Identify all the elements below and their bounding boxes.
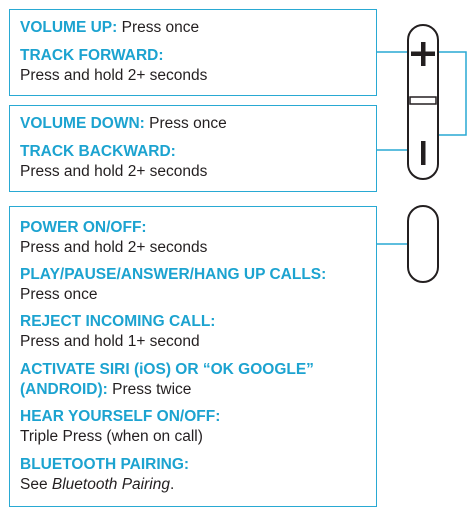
pairing-desc-prefix: See [20,476,52,493]
hear-desc: Triple Press (when on call) [20,428,203,445]
pairing-label-line [20,455,370,475]
siri-label-line-1 [20,360,370,380]
power-label: POWER ON/OFF: [20,219,147,236]
volume-up-desc: Press once [121,19,200,36]
pairing-label: BLUETOOTH PAIRING: [20,456,190,473]
reject-label-line [20,312,370,332]
rocker-divider [410,97,436,104]
play-label: PLAY/PAUSE/ANSWER/HANG UP CALLS: [20,266,327,283]
reject-label: REJECT INCOMING CALL: [20,313,216,330]
siri-label-line-2 [20,380,370,400]
volume-down-label: VOLUME DOWN: [20,115,145,132]
volume-rocker-outline [408,25,438,179]
play-desc: Press once [20,286,98,303]
multifunction-panel [9,206,377,507]
volume-down-desc: Press once [149,115,227,132]
pairing-link[interactable]: Bluetooth Pairing [51,476,170,493]
pairing-desc-suffix: . [169,476,175,493]
reject-desc-line [20,332,370,352]
reject-desc: Press and hold 1+ second [20,333,200,350]
volume-up-panel [9,9,377,96]
hear-desc-line [20,427,370,447]
multifunction-button-outline [408,206,438,282]
hear-label-line [20,407,370,427]
volume-down-panel [9,105,377,192]
track-forward-desc: Press and hold 2+ seconds [20,67,208,84]
volume-up-label: VOLUME UP: [20,19,118,36]
siri-desc: Press twice [112,381,192,398]
siri-label-1: ACTIVATE SIRI (iOS) OR “OK GOOGLE” [20,361,314,378]
volume-down-entry [20,114,370,134]
track-backward-label: TRACK BACKWARD: [20,143,176,160]
track-forward-label-line [20,46,370,66]
power-desc-line [20,238,370,258]
siri-label-2: (ANDROID): [20,381,108,398]
track-forward-desc-line [20,66,370,86]
hear-label: HEAR YOURSELF ON/OFF: [20,408,221,425]
power-desc: Press and hold 2+ seconds [20,239,208,256]
track-forward-label: TRACK FORWARD: [20,47,164,64]
track-backward-label-line [20,142,370,162]
play-label-line [20,265,370,285]
plus-icon [411,42,435,66]
play-desc-line [20,285,370,305]
track-backward-desc: Press and hold 2+ seconds [20,163,208,180]
track-backward-desc-line [20,162,370,182]
connector-bracket [438,52,466,135]
power-label-line [20,218,370,238]
minus-icon [421,141,426,165]
volume-up-entry [20,18,370,38]
pairing-desc-line [20,475,370,495]
